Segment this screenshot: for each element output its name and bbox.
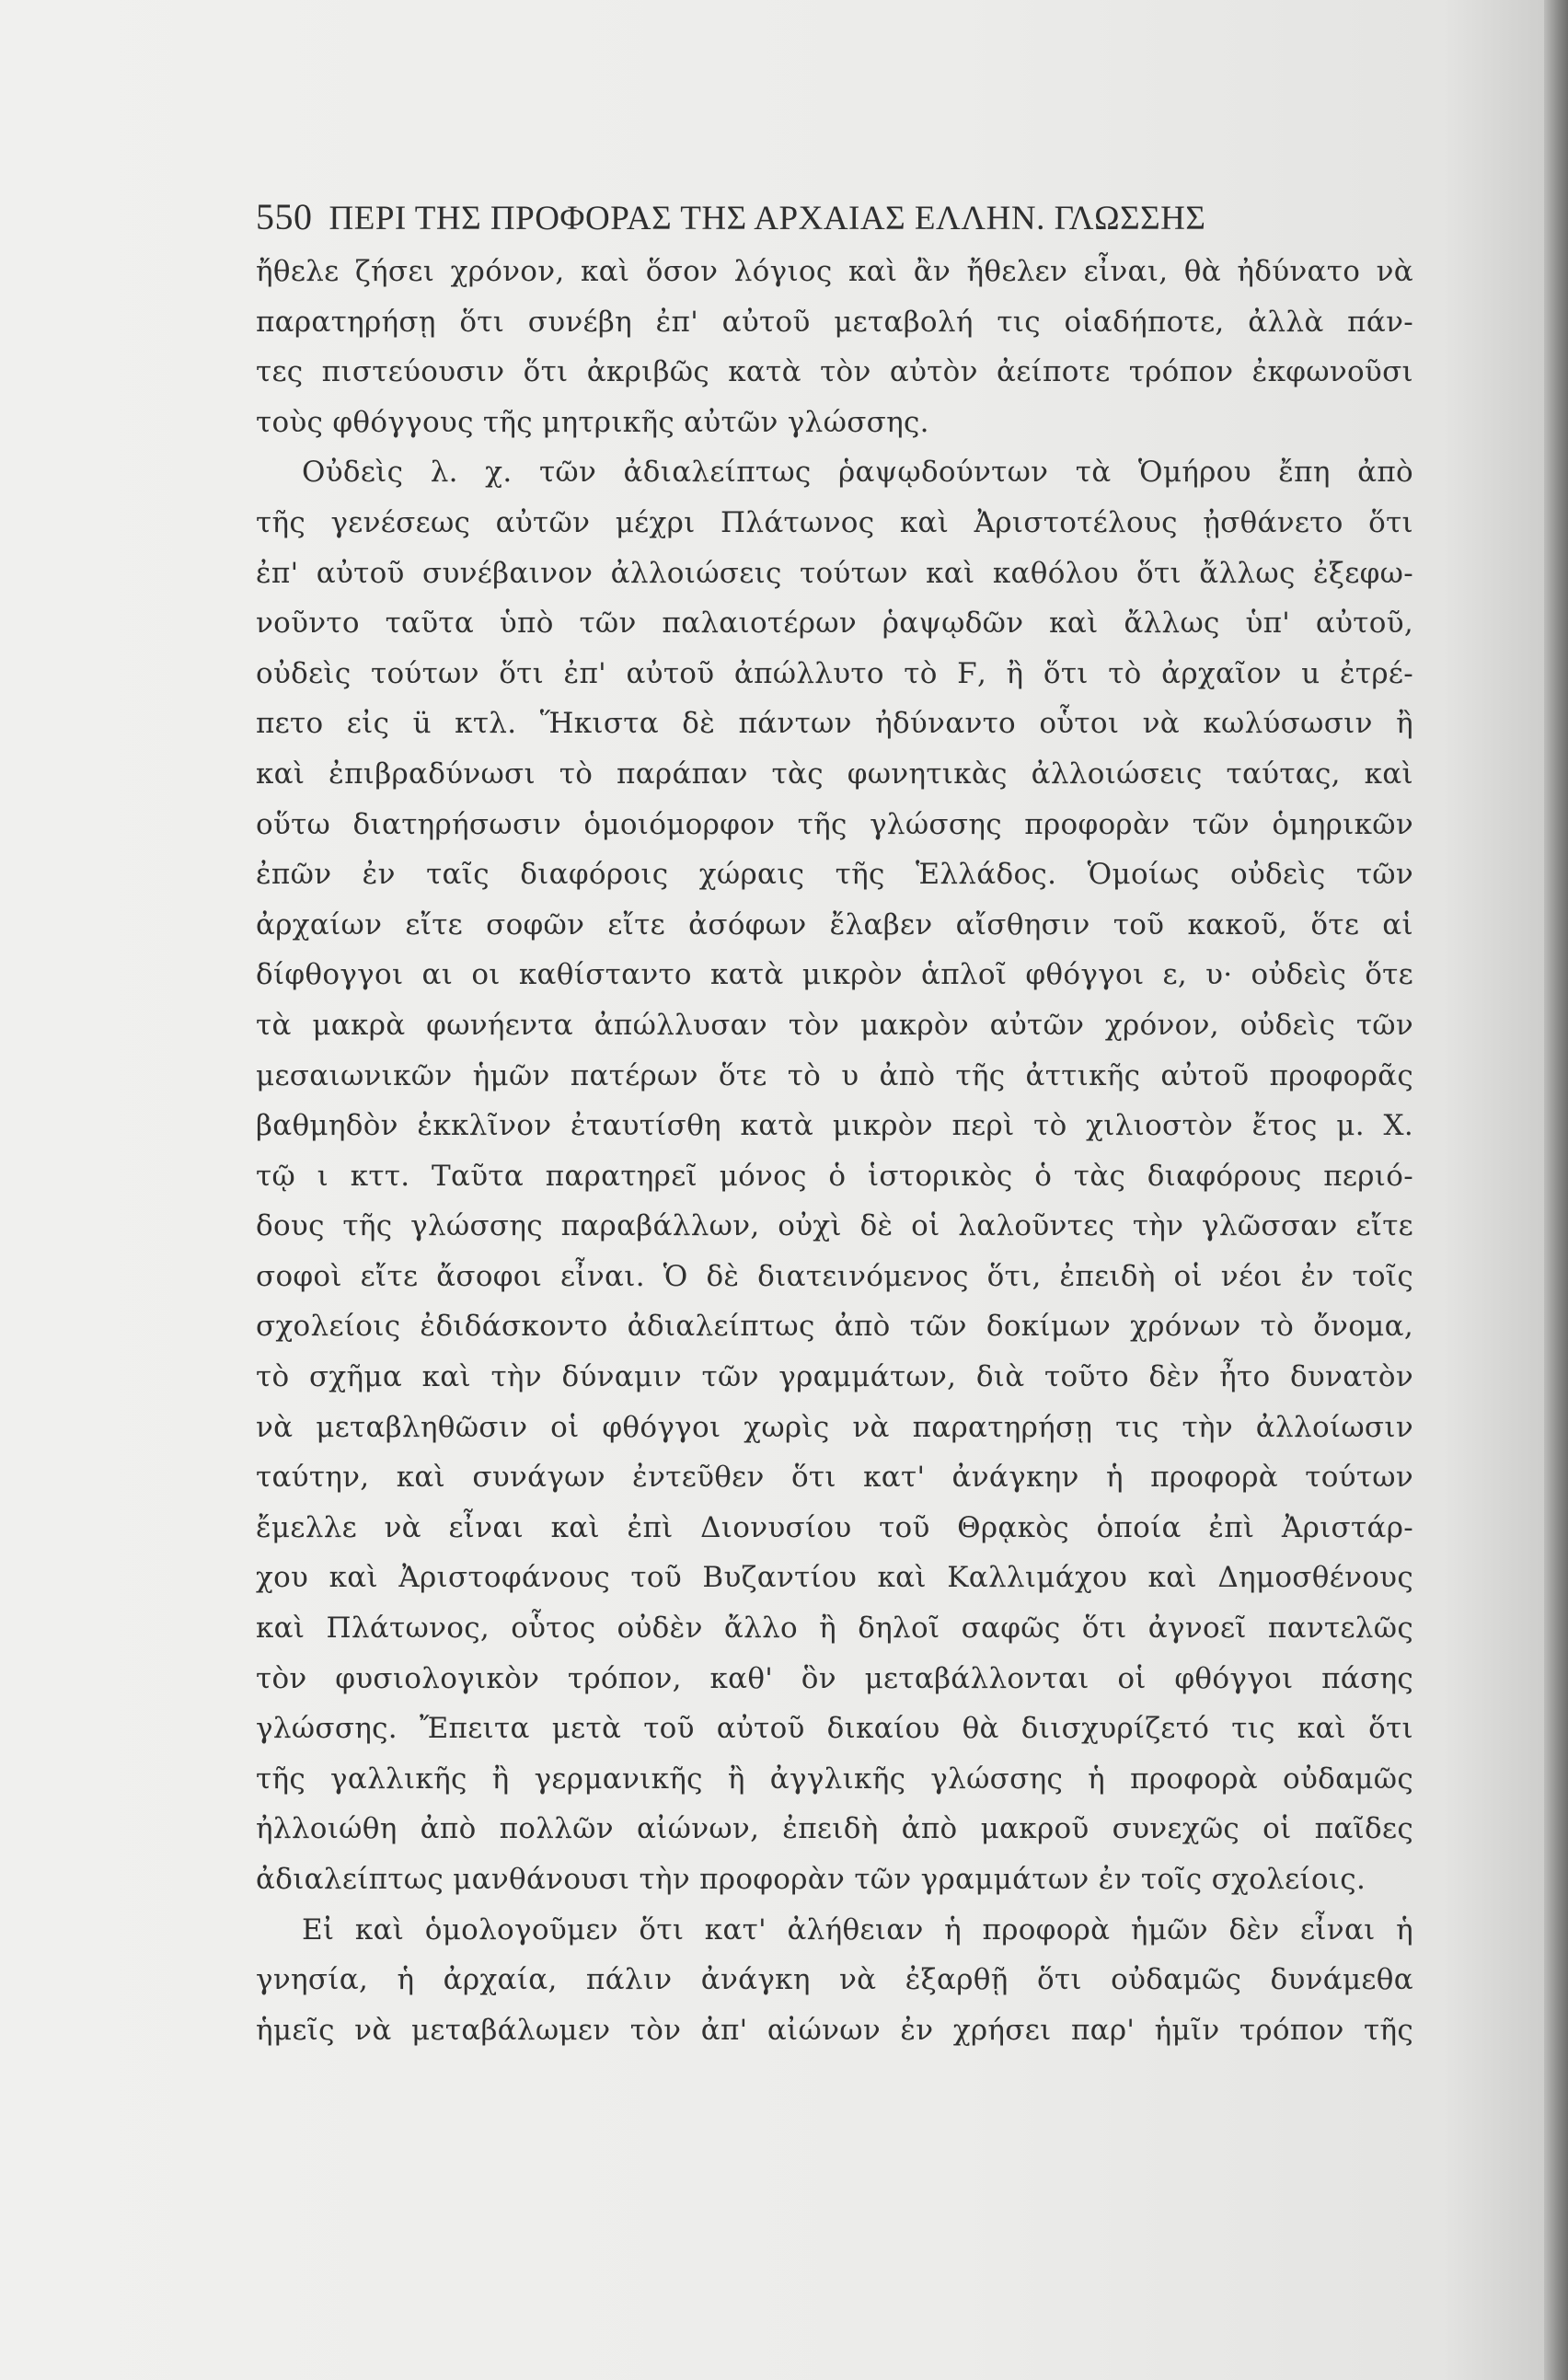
- text-line: ἠλλοιώθη ἀπὸ πολλῶν αἰώνων, ἐπειδὴ ἀπὸ μακροῦ συνεχῶς οἱ παῖδες: [256, 1812, 1413, 1846]
- text-line: νοῦντο ταῦτα ὑπὸ τῶν παλαιοτέρων ῥαψῳδῶν καὶ ἄλλως ὑπ' αὐτοῦ,: [256, 607, 1413, 641]
- text-line: μεσαιωνικῶν ἡμῶν πατέρων ὅτε τὸ υ ἀπὸ τῆς ἀττικῆς αὐτοῦ προφορᾶς: [256, 1058, 1413, 1092]
- text-line: γνησία, ἡ ἀρχαία, πάλιν ἀνάγκη νὰ ἐξαρθῇ ὅτι οὐδαμῶς δυνάμεθα: [256, 1963, 1413, 1997]
- text-line: παρατηρήσῃ ὅτι συνέβη ἐπ' αὐτοῦ μεταβολή τις οἱαδήποτε, ἀλλὰ πάν-: [256, 305, 1413, 339]
- running-title: ΠΕΡΙ ΤΗΣ ΠΡΟΦΟΡΑΣ ΤΗΣ ΑΡΧΑΙΑΣ ΕΛΛΗΝ. ΓΛΩΣΣΗΣ: [329, 200, 1206, 237]
- page-edge-shadow: [1544, 0, 1568, 2380]
- text-line: ἡμεῖς νὰ μεταβάλωμεν τὸν ἀπ' αἰώνων ἐν χρήσει παρ' ἡμῖν τρόπον τῆς: [256, 2013, 1413, 2047]
- text-line: νὰ μεταβληθῶσιν οἱ φθόγγοι χωρὶς νὰ παρατηρήσῃ τις τὴν ἀλλοίωσιν: [256, 1410, 1413, 1444]
- text-line: ἤθελε ζήσει χρόνον, καὶ ὅσον λόγιος καὶ ἂν ἤθελεν εἶναι, θὰ ἠδύνατο νὰ: [256, 255, 1413, 288]
- text-line: ἐπ' αὐτοῦ συνέβαινον ἀλλοιώσεις τούτων καὶ καθόλου ὅτι ἄλλως ἐξεφω-: [256, 556, 1413, 590]
- text-line: ἀρχαίων εἴτε σοφῶν εἴτε ἀσόφων ἔλαβεν αἴσθησιν τοῦ κακοῦ, ὅτε αἱ: [256, 907, 1413, 942]
- text-line: Οὐδεὶς λ. χ. τῶν ἀδιαλείπτως ῥαψῳδούντων τὰ Ὁμήρου ἔπη ἀπὸ: [302, 456, 1413, 490]
- text-line: οὕτω διατηρήσωσιν ὁμοιόμορφον τῆς γλώσσης προφορὰν τῶν ὁμηρικῶν: [256, 807, 1413, 841]
- text-line: καὶ ἐπιβραδύνωσι τὸ παράπαν τὰς φωνητικὰς ἀλλοιώσεις ταύτας, καὶ: [256, 757, 1413, 791]
- text-line: τες πιστεύουσιν ὅτι ἀκριβῶς κατὰ τὸν αὐτὸν ἀείποτε τρόπον ἐκφωνοῦσι: [256, 355, 1413, 389]
- text-line: ἐπῶν ἐν ταῖς διαφόροις χώραις τῆς Ἑλλάδος. Ὁμοίως οὐδεὶς τῶν: [256, 858, 1413, 892]
- running-head: [256, 195, 1351, 238]
- page-number: 550: [256, 196, 313, 237]
- text-line: τὰ μακρὰ φωνήεντα ἀπώλλυσαν τὸν μακρὸν αὐτῶν χρόνον, οὐδεὶς τῶν: [256, 1008, 1413, 1042]
- text-line: τῆς γενέσεως αὐτῶν μέχρι Πλάτωνος καὶ Ἀριστοτέλους ᾐσθάνετο ὅτι: [256, 505, 1413, 539]
- text-line: δίφθογγοι αι οι καθίσταντο κατὰ μικρὸν ἁπλοῖ φθόγγοι ε, υ· οὐδεὶς ὅτε: [256, 958, 1413, 992]
- text-line: τοὺς φθόγγους τῆς μητρικῆς αὐτῶν γλώσσης.: [256, 405, 929, 439]
- text-line: τὸν φυσιολογικὸν τρόπον, καθ' ὃν μεταβάλλονται οἱ φθόγγοι πάσης: [256, 1661, 1413, 1695]
- text-line: καὶ Πλάτωνος, οὗτος οὐδὲν ἄλλο ἢ δηλοῖ σαφῶς ὅτι ἀγνοεῖ παντελῶς: [256, 1612, 1413, 1646]
- text-line: τὸ σχῆμα καὶ τὴν δύναμιν τῶν γραμμάτων, διὰ τοῦτο δὲν ἦτο δυνατὸν: [256, 1360, 1413, 1394]
- text-line: Εἰ καὶ ὁμολογοῦμεν ὅτι κατ' ἀλήθειαν ἡ προφορὰ ἡμῶν δὲν εἶναι ἡ: [302, 1912, 1413, 1947]
- text-line: χου καὶ Ἀριστοφάνους τοῦ Βυζαντίου καὶ Καλλιμάχου καὶ Δημοσθένους: [256, 1561, 1413, 1595]
- text-line: δους τῆς γλώσσης παραβάλλων, οὐχὶ δὲ οἱ λαλοῦντες τὴν γλῶσσαν εἴτε: [256, 1209, 1413, 1243]
- text-line: τῆς γαλλικῆς ἢ γερμανικῆς ἢ ἀγγλικῆς γλώσσης ἡ προφορὰ οὐδαμῶς: [256, 1762, 1413, 1796]
- text-line: ἀδιαλείπτως μανθάνουσι τὴν προφορὰν τῶν γραμμάτων ἐν τοῖς σχολείοις.: [256, 1863, 1366, 1896]
- text-line: σοφοὶ εἴτε ἄσοφοι εἶναι. Ὁ δὲ διατεινόμενος ὅτι, ἐπειδὴ οἱ νέοι ἐν τοῖς: [256, 1259, 1413, 1293]
- text-line: γλώσσης. Ἔπειτα μετὰ τοῦ αὐτοῦ δικαίου θὰ διισχυρίζετό τις καὶ ὅτι: [256, 1712, 1413, 1746]
- text-line: τῷ ι κττ. Ταῦτα παρατηρεῖ μόνος ὁ ἱστορικὸς ὁ τὰς διαφόρους περιό-: [256, 1159, 1413, 1193]
- text-line: βαθμηδὸν ἐκκλῖνον ἐταυτίσθη κατὰ μικρὸν περὶ τὸ χιλιοστὸν ἔτος μ. Χ.: [256, 1109, 1413, 1143]
- text-line: ἔμελλε νὰ εἶναι καὶ ἐπὶ Διονυσίου τοῦ Θρᾳκὸς ὁποία ἐπὶ Ἀριστάρ-: [256, 1510, 1413, 1544]
- text-line: οὐδεὶς τούτων ὅτι ἐπ' αὐτοῦ ἀπώλλυτο τὸ Ϝ, ἢ ὅτι τὸ ἀρχαῖον u ἐτρέ-: [256, 656, 1413, 690]
- text-line: πετο εἰς ü κτλ. Ἥκιστα δὲ πάντων ἠδύναντο οὗτοι νὰ κωλύσωσιν ἢ: [256, 707, 1413, 741]
- text-line: ταύτην, καὶ συνάγων ἐντεῦθεν ὅτι κατ' ἀνάγκην ἡ προφορὰ τούτων: [256, 1461, 1413, 1495]
- text-line: σχολείοις ἐδιδάσκοντο ἀδιαλείπτως ἀπὸ τῶν δοκίμων χρόνων τὸ ὄνομα,: [256, 1310, 1413, 1344]
- body-text: [256, 247, 1413, 2055]
